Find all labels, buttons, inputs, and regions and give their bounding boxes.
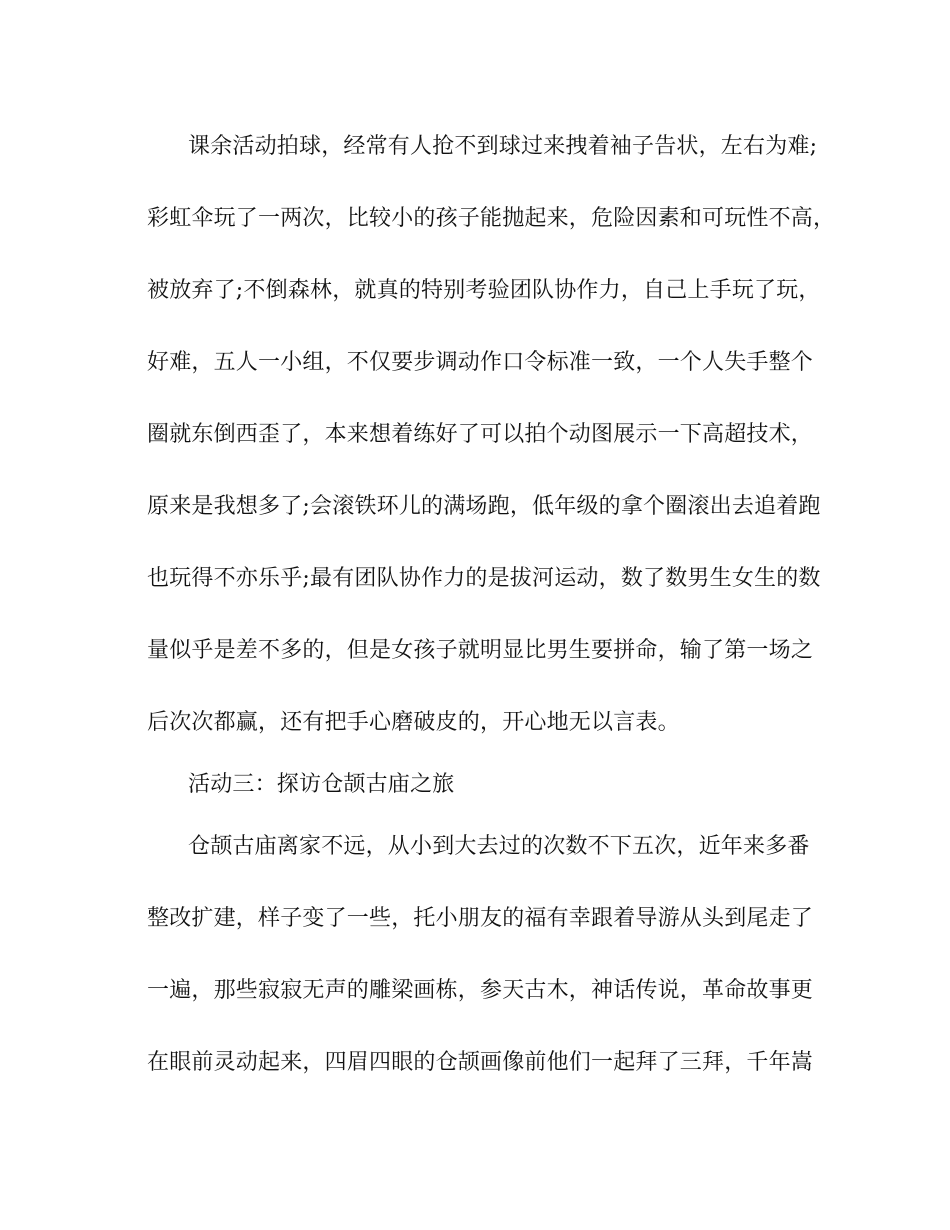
paragraph-1-line-1: 课余活动拍球，经常有人抢不到球过来拽着袖子告状，左右为难; <box>188 134 818 159</box>
paragraph-2-line-4: 在眼前灵动起来，四眉四眼的仓颉画像前他们一起拜了三拜，千年嵩 <box>147 1050 814 1075</box>
paragraph-1-line-5: 圈就东倒西歪了，本来想着练好了可以拍个动图展示一下高超技术， <box>147 422 814 447</box>
paragraph-1-line-3: 被放弃了;不倒森林，就真的特别考验团队协作力，自己上手玩了玩， <box>147 278 821 303</box>
section-heading: 活动三：探访仓颉古庙之旅 <box>188 772 455 797</box>
paragraph-2-line-1: 仓颉古庙离家不远，从小到大去过的次数不下五次，近年来多番 <box>188 834 810 859</box>
paragraph-1-line-2: 彩虹伞玩了一两次，比较小的孩子能抛起来，危险因素和可玩性不高， <box>147 206 836 231</box>
paragraph-1-line-9: 后次次都赢，还有把手心磨破皮的，开心地无以言表。 <box>147 710 680 735</box>
paragraph-1-line-7: 也玩得不亦乐乎;最有团队协作力的是拔河运动，数了数男生女生的数 <box>147 566 821 591</box>
paragraph-1-line-4: 好难，五人一小组，不仅要步调动作口令标准一致，一个人失手整个 <box>147 350 814 375</box>
paragraph-2-line-2: 整改扩建，样子变了一些，托小朋友的福有幸跟着导游从头到尾走了 <box>147 906 814 931</box>
paragraph-1-line-8: 量似乎是差不多的，但是女孩子就明显比男生要拼命，输了第一场之 <box>147 638 814 663</box>
paragraph-1-line-6: 原来是我想多了;会滚铁环儿的满场跑，低年级的拿个圈滚出去追着跑 <box>147 494 821 519</box>
paragraph-2-line-3: 一遍，那些寂寂无声的雕梁画栋，参天古木，神话传说，革命故事更 <box>147 978 814 1003</box>
